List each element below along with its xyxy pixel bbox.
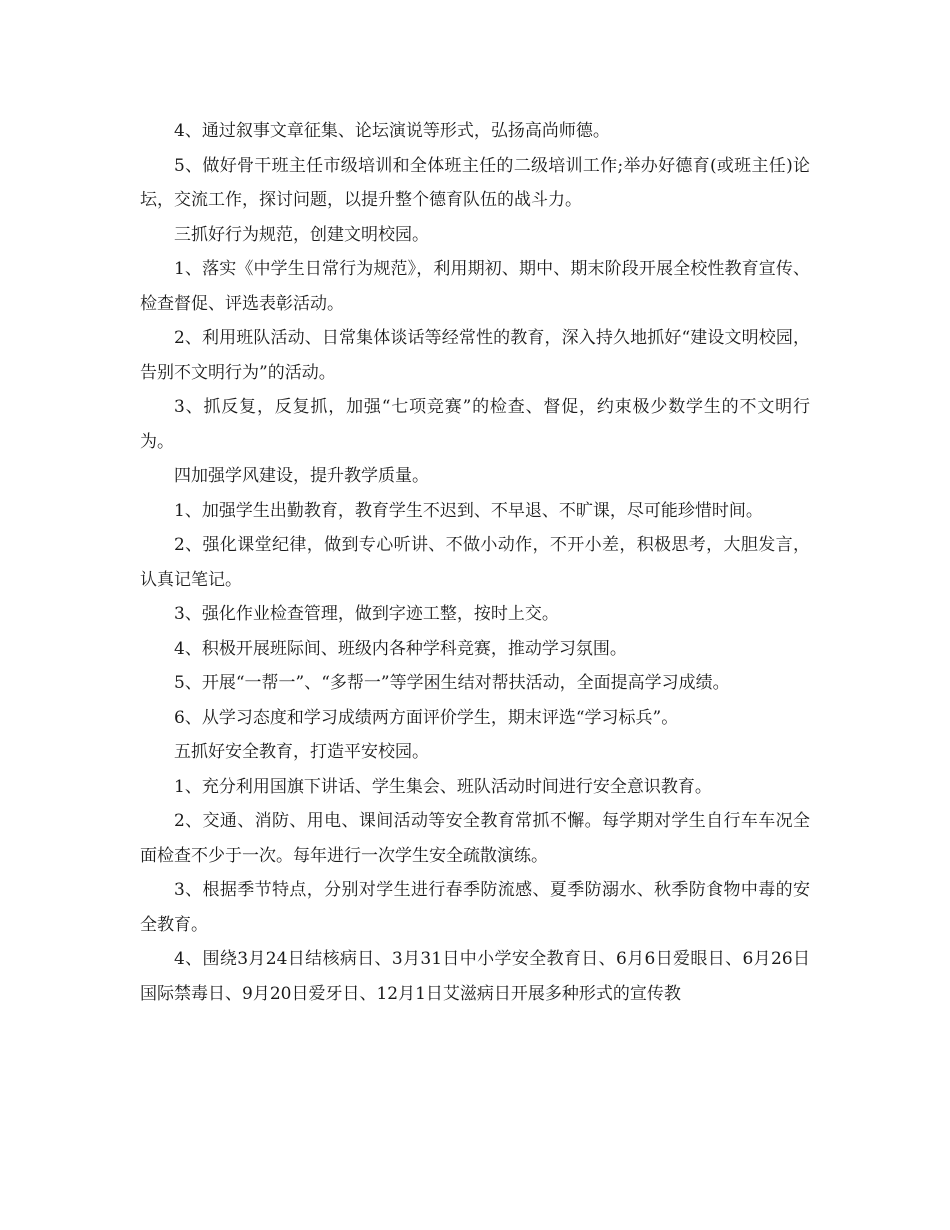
paragraph-item-18: 4、围绕3月24日结核病日、3月31日中小学安全教育日、6月6日爱眼日、6月26日国际禁毒日、9月20日爱牙日、12月1日艾滋病日开展多种形式的宣传教 — [140, 949, 810, 1004]
paragraph-item-11: 4、积极开展班际间、班级内各种学科竞赛，推动学习氛围。 — [174, 638, 627, 659]
paragraph-item-6: 3、抓反复，反复抓，加强“七项竞赛”的检查、督促，约束极少数学生的不文明行为。 — [140, 397, 810, 452]
paragraph-item-8: 1、加强学生出勤教育，教育学生不迟到、不早退、不旷课，尽可能珍惜时间。 — [174, 500, 763, 521]
paragraph-item-10: 3、强化作业检查管理，做到字迹工整，按时上交。 — [174, 604, 559, 624]
section-heading-5: 五抓好安全教育，打造平安校园。 — [174, 742, 429, 762]
document-body — [140, 114, 810, 1011]
paragraph-item-4: 1、落实《中学生日常行为规范》，利用期初、期中、期末阶段开展全校性教育宣传、检查督促、评选表彰活动。 — [140, 259, 810, 314]
paragraph-item-17: 3、根据季节特点，分别对学生进行春季防流感、夏季防溺水、秋季防食物中毒的安全教育。 — [140, 880, 810, 935]
paragraph-item-5: 2、利用班队活动、日常集体谈话等经常性的教育，深入持久地抓好“建设文明校园，告别不文明行为”的活动。 — [140, 328, 810, 383]
paragraph-item-2: 5、做好骨干班主任市级培训和全体班主任的二级培训工作;举办好德育(或班主任)论坛，交流工作，探讨问题，以提升整个德育队伍的战斗力。 — [140, 155, 810, 210]
paragraph-item-13: 6、从学习态度和学习成绩两方面评价学生，期末评选“学习标兵”。 — [174, 707, 679, 728]
paragraph-item-12: 5、开展“一帮一”、“多帮一”等学困生结对帮扶活动，全面提高学习成绩。 — [174, 673, 730, 693]
section-heading-3: 三抓好行为规范，创建文明校园。 — [174, 224, 429, 245]
paragraph-item-16: 2、交通、消防、用电、课间活动等安全教育常抓不懈。每学期对学生自行车车况全面检查不少于一次。每年进行一次学生安全疏散演练。 — [140, 811, 810, 866]
section-heading-4: 四加强学风建设，提升教学质量。 — [174, 466, 429, 486]
paragraph-item-15: 1、充分利用国旗下讲话、学生集会、班队活动时间进行安全意识教育。 — [174, 776, 712, 797]
paragraph-item-9: 2、强化课堂纪律，做到专心听讲、不做小动作，不开小差，积极思考，大胆发言，认真记笔记。 — [140, 535, 810, 590]
paragraph-item-1: 4、通过叙事文章征集、论坛演说等形式，弘扬高尚师德。 — [174, 121, 610, 141]
